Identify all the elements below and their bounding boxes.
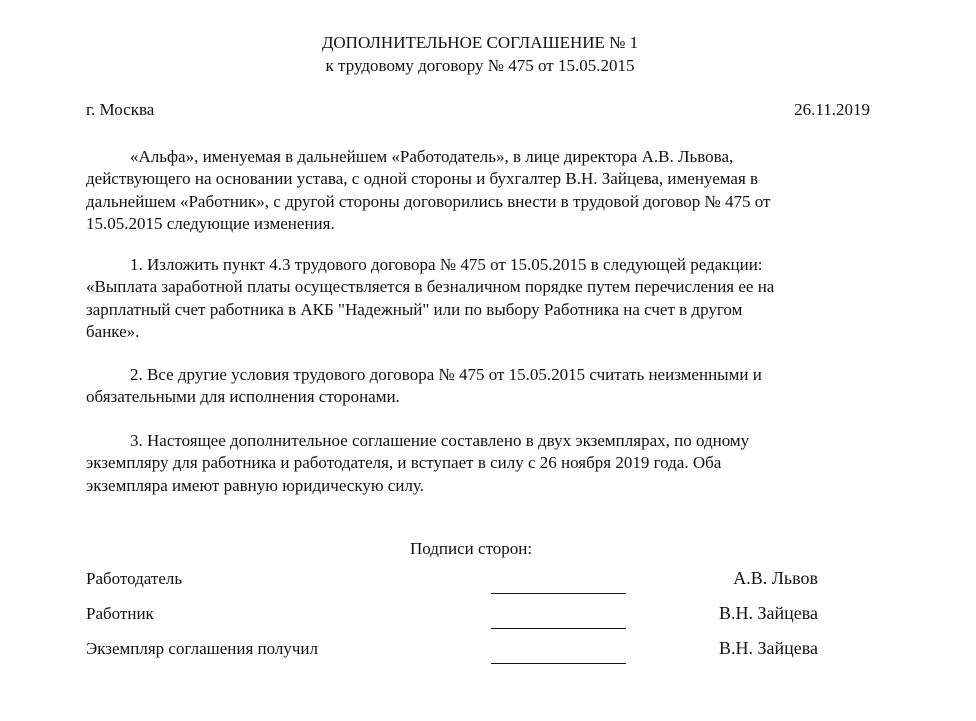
signature-role-employee: Работник [86, 604, 154, 623]
signatures-heading: Подписи сторон: [410, 539, 533, 558]
text-line: 3. Настоящее дополнительное соглашение составлено в двух экземплярах, по одному [130, 431, 750, 450]
text-line: 2. Все другие условия трудового договора № 475 от 15.05.2015 считать неизменными и [130, 365, 762, 384]
text-line: экземпляру для работника и работодателя, и вступает в силу с 26 ноября 2019 года. Оба [86, 453, 722, 473]
text-line: 1. Изложить пункт 4.3 трудового договора № 475 от 15.05.2015 в следующей редакции: [130, 255, 763, 274]
signature-name-copy-received: В.Н. Зайцева [718, 638, 818, 658]
signature-role-copy-received: Экземпляр соглашения получил [86, 639, 318, 658]
signature-line-employee [491, 628, 626, 629]
text-line: 15.05.2015 следующие изменения. [86, 214, 335, 234]
document-date: 26.11.2019 [794, 100, 870, 119]
clause-1 [86, 254, 876, 344]
text-line: действующего на основании устава, с одной стороны и бухгалтер В.Н. Зайцева, именуемая в [86, 169, 759, 189]
signature-name-employer: А.В. Львов [733, 568, 818, 588]
signature-line-employer [491, 593, 626, 594]
text-line: банке». [86, 322, 140, 342]
text-line: «Альфа», именуемая в дальнейшем «Работодатель», в лице директора А.В. Львова, [130, 147, 734, 166]
text-line: зарплатный счет работника в АКБ "Надежный" или по выбору Работника на счет в другом [86, 299, 743, 319]
text-line: «Выплата заработной платы осуществляется в безналичном порядке путем перечисления ее на [86, 277, 775, 297]
preamble-paragraph [86, 146, 876, 236]
city: г. Москва [86, 100, 155, 119]
text-line: экземпляра имеют равную юридическую силу. [86, 475, 424, 495]
text-line: обязательными для исполнения сторонами. [86, 387, 400, 407]
signature-role-employer: Работодатель [86, 569, 183, 588]
text-line: дальнейшем «Работник», с другой стороны договорились внести в трудовой договор № 475 от [86, 191, 771, 211]
signature-name-employee: В.Н. Зайцева [718, 603, 818, 623]
document-title: ДОПОЛНИТЕЛЬНОЕ СОГЛАШЕНИЕ № 1 [321, 33, 639, 52]
signature-line-copy-received [491, 663, 626, 664]
clause-2 [86, 364, 876, 409]
clause-3 [86, 430, 876, 497]
document-subtitle: к трудовому договору № 475 от 15.05.2015 [325, 56, 635, 75]
